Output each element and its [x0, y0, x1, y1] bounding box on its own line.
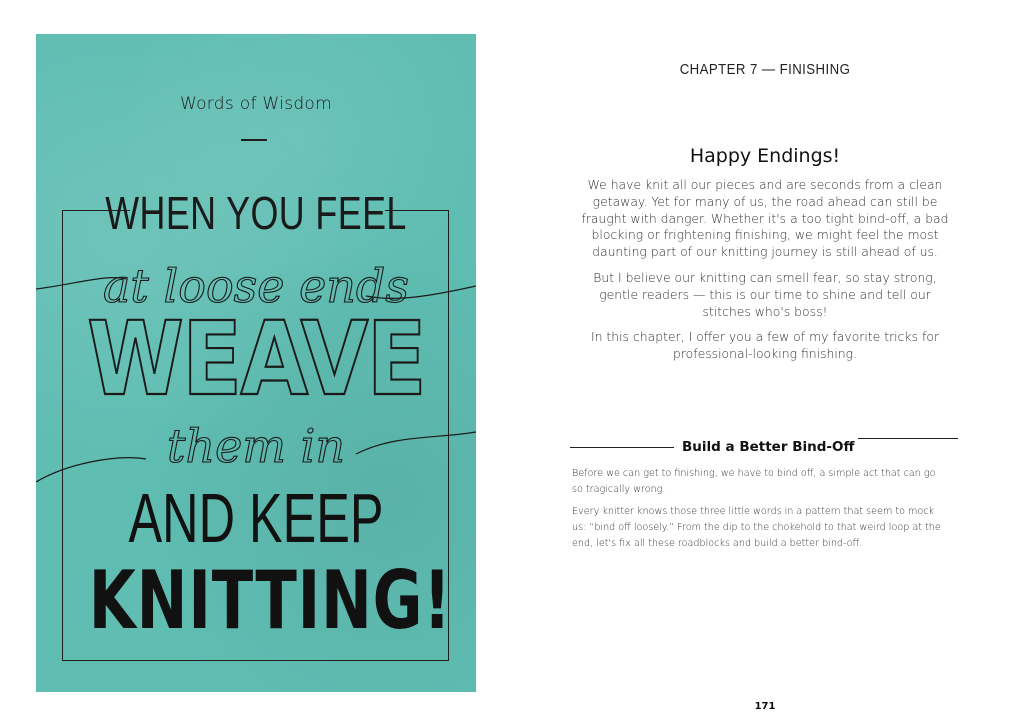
- poster-line-weave: WEAVE: [87, 300, 425, 419]
- text-page: [540, 0, 1010, 724]
- section-header: [570, 437, 960, 461]
- poster-line-knitting: KNITTING!: [88, 554, 452, 647]
- intro-paragraph: But I believe our knitting can smell fear, so stay strong, gentle readers — this is our time to shine and tell our stitches who's boss!: [593, 269, 937, 319]
- poster-line-and-keep: AND KEEP: [128, 479, 384, 557]
- section-rule-left: [570, 447, 674, 448]
- body-paragraph: Every knitter knows those three little words in a pattern that seem to mock us: “bind off loosely.” From the dip to the chokehold to that weird loop at the end, let's fix all these roadblocks and build a better bind-off.: [572, 506, 941, 549]
- poster-script-at-loose-ends: at loose ends: [103, 259, 409, 313]
- section-rule-right: [858, 438, 958, 439]
- chapter-header: CHAPTER 7 — FINISHING: [679, 61, 851, 78]
- body-paragraph: Before we can get to finishing, we have to bind off, a simple act that can go so tragically wrong.: [572, 468, 936, 495]
- intro-text: [580, 177, 950, 372]
- page-heading: Happy Endings!: [689, 145, 841, 167]
- intro-paragraph: We have knit all our pieces and are seconds from a clean getaway. Yet for many of us, the road ahead can still be fraught with danger. Whether it's a too tight bind-off, a bad blocking or frightening finishing, we might feel the most daunting part of our knitting journey is still ahead of us.: [581, 177, 949, 260]
- poster-script-them-in: them in: [167, 419, 345, 473]
- section-title: Build a Better Bind-Off: [682, 439, 855, 455]
- quote-poster: [36, 34, 476, 692]
- poster-kicker: Words of Wisdom: [179, 94, 332, 114]
- section-body: [572, 466, 947, 558]
- page-number: 171: [754, 701, 776, 712]
- intro-paragraph: In this chapter, I offer you a few of my favorite tricks for professional-looking finishing.: [590, 329, 940, 362]
- poster-line-when-you-feel: WHEN YOU FEEL: [105, 187, 407, 239]
